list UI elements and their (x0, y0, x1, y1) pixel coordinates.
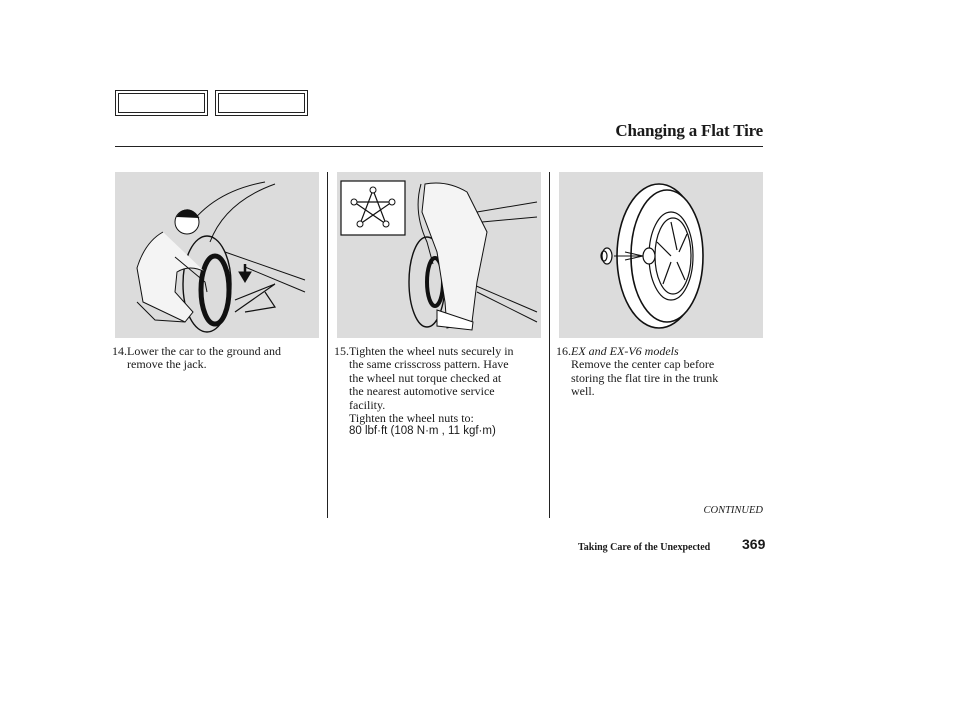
step-line: storing the flat tire in the trunk (571, 370, 719, 385)
step-number: 15. (334, 344, 349, 358)
torque-spec: 80 lbf·ft (108 N·m , 11 kgf·m) (349, 425, 496, 438)
nav-button-1[interactable] (115, 90, 208, 116)
lower-car-illustration (115, 172, 319, 338)
tighten-nuts-illustration (337, 172, 541, 338)
model-note: EX and EX-V6 models (571, 344, 679, 358)
step-line: Tighten the wheel nuts securely in (349, 344, 514, 358)
step-line: Tighten the wheel nuts to: (349, 411, 474, 426)
center-cap-illustration (559, 172, 763, 338)
page-number: 369 (742, 536, 766, 552)
step-line: the nearest automotive service (349, 384, 495, 399)
step-line: well. (571, 384, 595, 399)
step-line: the wheel nut torque checked at (349, 370, 502, 385)
step-line: the same crisscross pattern. Have (349, 357, 509, 372)
continued-label: CONTINUED (703, 505, 763, 516)
footer-section-label: Taking Care of the Unexpected (578, 542, 711, 553)
step-line: remove the jack. (127, 357, 207, 372)
step-number: 14. (112, 344, 127, 358)
tighten-nuts-drawing (337, 172, 541, 338)
header-rule (115, 146, 763, 147)
column-divider-1 (327, 172, 328, 518)
step-line: facility. (349, 397, 386, 412)
step-number: 16. (556, 344, 571, 358)
column-divider-2 (549, 172, 550, 518)
nav-button-2[interactable] (215, 90, 308, 116)
tire-center-cap-illustration (559, 172, 763, 338)
step-line: Lower the car to the ground and (127, 344, 281, 358)
step-line: Remove the center cap before (571, 357, 715, 372)
page-title: Changing a Flat Tire (615, 121, 763, 140)
person-lowering-jack-illustration (115, 172, 319, 338)
